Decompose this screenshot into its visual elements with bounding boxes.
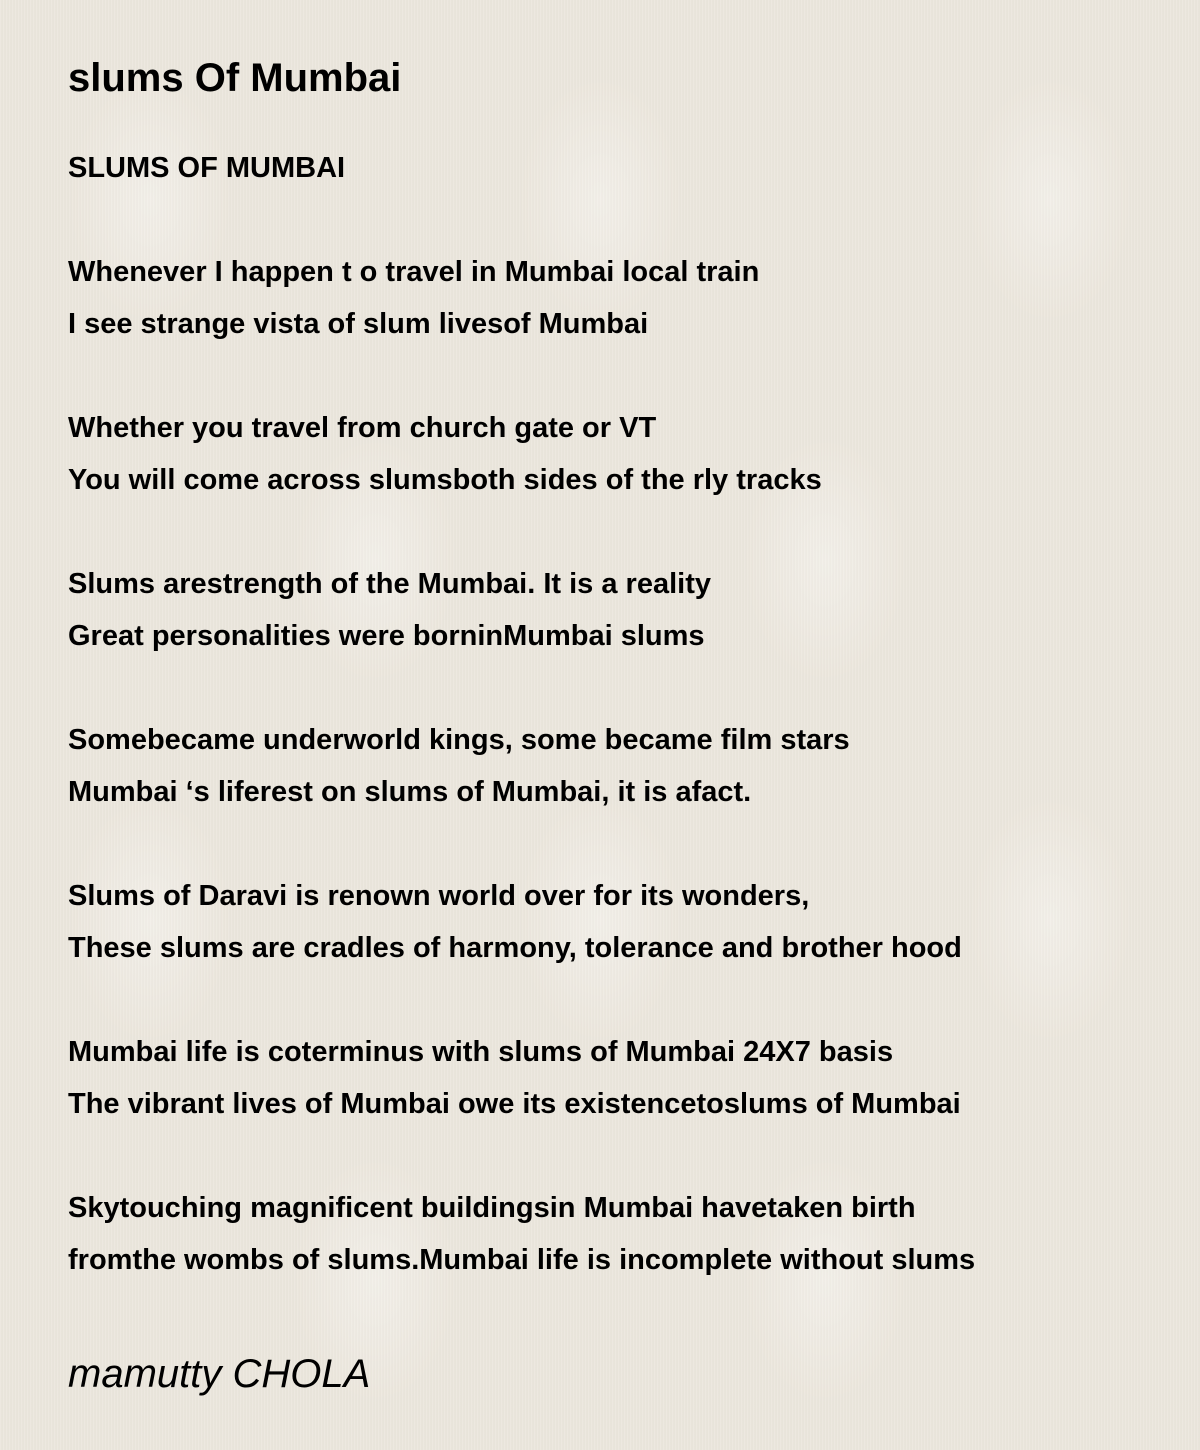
poem-line: The vibrant lives of Mumbai owe its existencetoslums of Mumbai [68,1088,961,1120]
stanza-7 [68,1182,1178,1286]
poem-line: Great personalities were borninMumbai slums [68,620,705,652]
stanza-5 [68,870,1178,974]
poem-line: Whether you travel from church gate or VT [68,412,657,444]
stanza-6 [68,1026,1178,1130]
poem-heading: SLUMS OF MUMBAI [68,152,346,184]
poem-line: You will come across slumsboth sides of the rly tracks [68,464,822,496]
poem-line: I see strange vista of slum livesof Mumbai [68,308,649,340]
stanza-3 [68,558,1178,662]
poem-line: Whenever I happen t o travel in Mumbai local train [68,256,760,288]
poem-line: Mumbai ‘s liferest on slums of Mumbai, it is afact. [68,776,752,808]
stanza-1 [68,246,1178,350]
poem-line: These slums are cradles of harmony, tolerance and brother hood [68,932,962,964]
poem-author: mamutty CHOLA [68,1352,371,1396]
poem-page [68,52,1178,1286]
poem-body [68,142,1178,1286]
poem-line: fromthe wombs of slums.Mumbai life is incomplete without slums [68,1244,976,1276]
poem-line: Somebecame underworld kings, some became film stars [68,724,850,756]
poem-line: Skytouching magnificent buildingsin Mumbai havetaken birth [68,1192,916,1224]
stanza-2 [68,402,1178,506]
poem-title: slums Of Mumbai [68,56,402,100]
poem-line: Slums arestrength of the Mumbai. It is a reality [68,568,711,600]
stanza-4 [68,714,1178,818]
poem-line: Mumbai life is coterminus with slums of Mumbai 24X7 basis [68,1036,894,1068]
poem-line: Slums of Daravi is renown world over for its wonders, [68,880,810,912]
